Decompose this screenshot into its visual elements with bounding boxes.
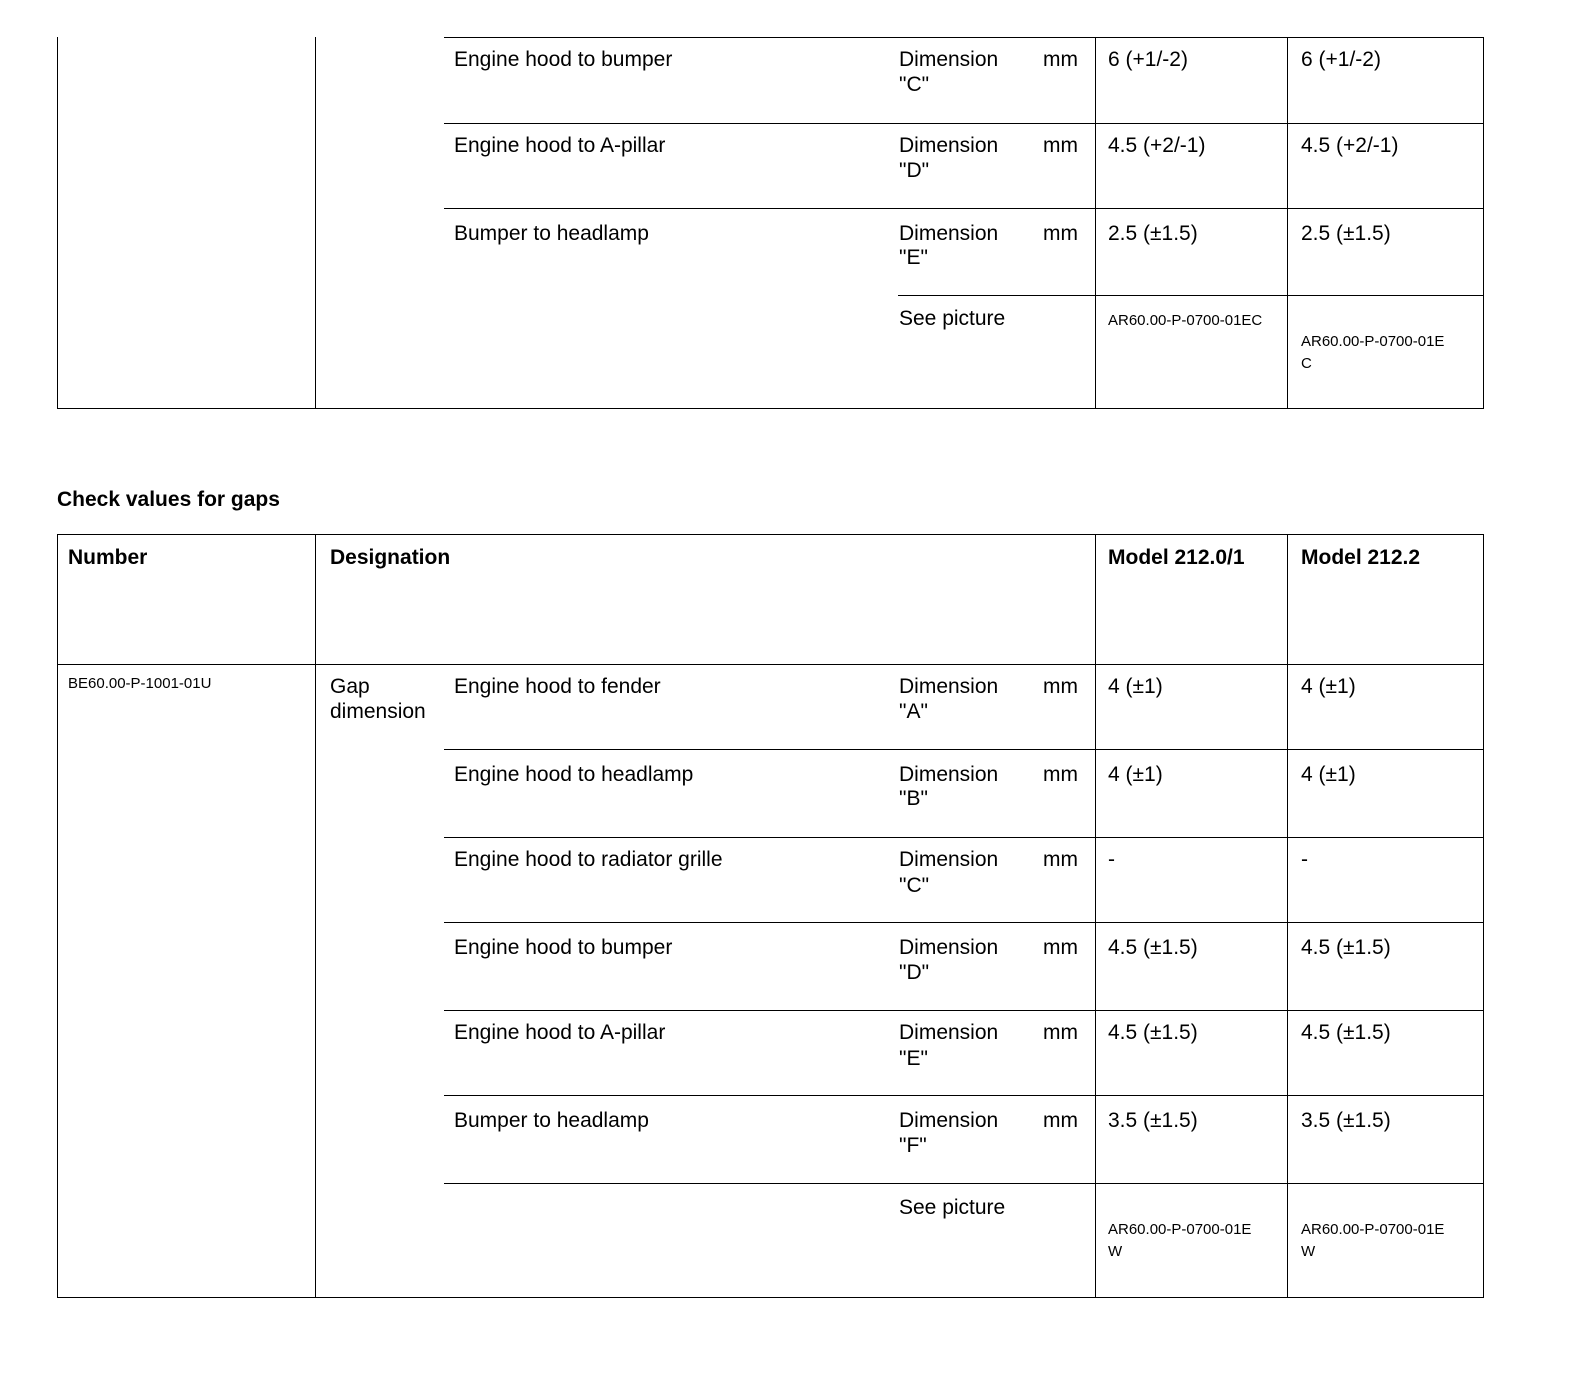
table-border (444, 1183, 1484, 1184)
table-border (1287, 534, 1288, 1298)
dimension-label: Dimension (899, 1109, 999, 1132)
dimension-letter: "F" (899, 1134, 927, 1157)
table-border (1287, 37, 1288, 409)
unit-label: mm (1043, 48, 1078, 71)
component-label: Engine hood to fender (454, 675, 661, 698)
component-label: Engine hood to radiator grille (454, 848, 723, 871)
component-label: Engine hood to A-pillar (454, 1021, 666, 1044)
table-border (315, 37, 316, 409)
unit-label: mm (1043, 763, 1078, 786)
table-border (898, 295, 1484, 296)
picture-reference: AR60.00-P-0700-01E (1301, 333, 1445, 350)
section-title: Check values for gaps (57, 488, 280, 511)
table-border (57, 1297, 1484, 1298)
component-label: Engine hood to A-pillar (454, 134, 666, 157)
header-model-212-01: Model 212.0/1 (1108, 546, 1245, 569)
unit-label: mm (1043, 1021, 1078, 1044)
value-model-212-01: 6 (+1/-2) (1108, 48, 1188, 71)
table-border (315, 534, 316, 1298)
value-model-212-2: 4.5 (±1.5) (1301, 936, 1391, 959)
dimension-letter: "C" (899, 73, 930, 96)
value-model-212-01: 4 (±1) (1108, 675, 1163, 698)
group-label: Gap (330, 675, 370, 698)
table-border (444, 837, 1484, 838)
unit-label: mm (1043, 936, 1078, 959)
value-model-212-2: - (1301, 848, 1308, 871)
table-border (57, 664, 1484, 665)
table-border (444, 1010, 1484, 1011)
dimension-letter: "A" (899, 700, 928, 723)
header-number: Number (68, 546, 148, 569)
dimension-letter: "D" (899, 961, 930, 984)
dimension-label: Dimension (899, 48, 999, 71)
dimension-letter: "E" (899, 1047, 928, 1070)
table-border (444, 208, 1484, 209)
unit-label: mm (1043, 222, 1078, 245)
value-model-212-2: 4 (±1) (1301, 763, 1356, 786)
group-label-wrap: dimension (330, 700, 426, 723)
dimension-label: Dimension (899, 763, 999, 786)
value-model-212-2: 4.5 (+2/-1) (1301, 134, 1399, 157)
table-border (444, 749, 1484, 750)
picture-reference-wrap: W (1108, 1243, 1123, 1260)
picture-reference: AR60.00-P-0700-01E (1108, 1221, 1252, 1238)
unit-label: mm (1043, 1109, 1078, 1132)
dimension-label: Dimension (899, 134, 999, 157)
value-model-212-01: - (1108, 848, 1115, 871)
unit-label: mm (1043, 848, 1078, 871)
table-border (57, 534, 1484, 535)
header-designation: Designation (330, 546, 451, 569)
table-border (1095, 37, 1096, 409)
value-model-212-2: 3.5 (±1.5) (1301, 1109, 1391, 1132)
picture-reference: AR60.00-P-0700-01E (1301, 1221, 1445, 1238)
value-model-212-01: 4.5 (±1.5) (1108, 936, 1198, 959)
table-border (1483, 534, 1484, 1298)
component-label: Engine hood to bumper (454, 936, 673, 959)
value-model-212-01: 2.5 (±1.5) (1108, 222, 1198, 245)
value-model-212-2: 4 (±1) (1301, 675, 1356, 698)
table-border (444, 37, 1484, 38)
value-model-212-01: 3.5 (±1.5) (1108, 1109, 1198, 1132)
picture-reference-wrap: W (1301, 1243, 1316, 1260)
table-border (444, 123, 1484, 124)
picture-reference-wrap: C (1301, 355, 1312, 372)
value-model-212-2: 6 (+1/-2) (1301, 48, 1381, 71)
see-picture-label: See picture (899, 307, 1006, 330)
value-model-212-2: 2.5 (±1.5) (1301, 222, 1391, 245)
table-border (444, 1095, 1484, 1096)
value-model-212-2: 4.5 (±1.5) (1301, 1021, 1391, 1044)
value-model-212-01: 4 (±1) (1108, 763, 1163, 786)
dimension-label: Dimension (899, 848, 999, 871)
table-border (57, 408, 1484, 409)
table-border (444, 922, 1484, 923)
dimension-letter: "C" (899, 874, 930, 897)
dimension-label: Dimension (899, 936, 999, 959)
component-label: Bumper to headlamp (454, 1109, 649, 1132)
table-border (1095, 534, 1096, 1298)
component-label: Engine hood to headlamp (454, 763, 694, 786)
dimension-letter: "E" (899, 246, 928, 269)
dimension-letter: "D" (899, 159, 930, 182)
document-number: BE60.00-P-1001-01U (68, 675, 212, 692)
dimension-letter: "B" (899, 787, 928, 810)
unit-label: mm (1043, 134, 1078, 157)
header-model-212-2: Model 212.2 (1301, 546, 1421, 569)
dimension-label: Dimension (899, 675, 999, 698)
dimension-label: Dimension (899, 1021, 999, 1044)
table-border (57, 37, 58, 409)
value-model-212-01: 4.5 (±1.5) (1108, 1021, 1198, 1044)
picture-reference: AR60.00-P-0700-01EC (1108, 312, 1263, 329)
see-picture-label: See picture (899, 1196, 1006, 1219)
component-label: Engine hood to bumper (454, 48, 673, 71)
dimension-label: Dimension (899, 222, 999, 245)
value-model-212-01: 4.5 (+2/-1) (1108, 134, 1206, 157)
component-label: Bumper to headlamp (454, 222, 649, 245)
table-border (57, 534, 58, 1298)
unit-label: mm (1043, 675, 1078, 698)
table-border (1483, 37, 1484, 409)
